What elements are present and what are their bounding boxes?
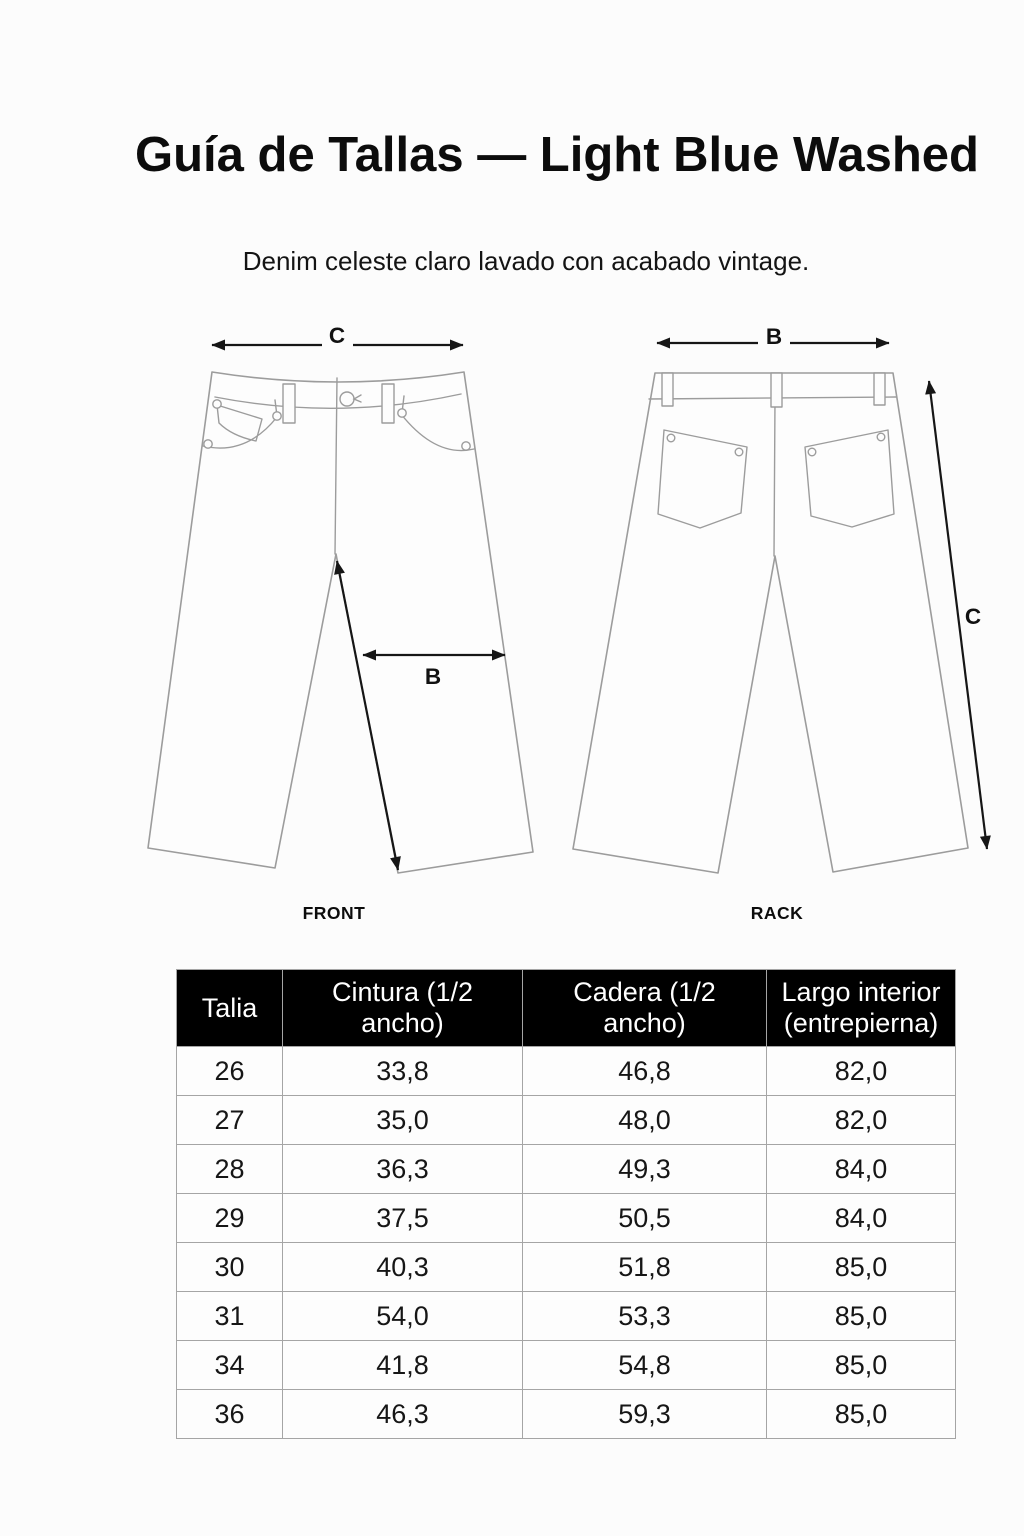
back-right-pocket (805, 430, 894, 527)
table-cell: 49,3 (523, 1145, 767, 1194)
back-belt-loop (874, 373, 885, 405)
table-cell: 50,5 (523, 1194, 767, 1243)
back-belt-loop (771, 373, 782, 407)
table-row (177, 1390, 956, 1439)
table-cell: 85,0 (767, 1390, 956, 1439)
table-cell: 30 (177, 1243, 283, 1292)
table-cell: 27 (177, 1096, 283, 1145)
front-waist-label: C (328, 323, 346, 348)
table-cell: 46,8 (523, 1047, 767, 1096)
back-waist-label: B (765, 324, 783, 349)
column-header: Cadera (1/2 ancho) (523, 970, 767, 1047)
table-cell: 33,8 (283, 1047, 523, 1096)
rivet (735, 448, 743, 456)
page-subtitle: Denim celeste claro lavado con acabado vintage. (242, 246, 810, 276)
table-cell: 46,3 (283, 1390, 523, 1439)
table-cell: 29 (177, 1194, 283, 1243)
table-cell: 54,8 (523, 1341, 767, 1390)
table-cell: 54,0 (283, 1292, 523, 1341)
back-center-seam (774, 399, 775, 556)
table-row (177, 1096, 956, 1145)
rivet (204, 440, 212, 448)
table-cell: 37,5 (283, 1194, 523, 1243)
table-cell: 31 (177, 1292, 283, 1341)
page-title: Guía de Tallas — Light Blue Washed (134, 128, 979, 182)
table-row (177, 1194, 956, 1243)
table-row (177, 1292, 956, 1341)
table-cell: 82,0 (767, 1096, 956, 1145)
table-cell: 85,0 (767, 1341, 956, 1390)
size-table-header-row (177, 970, 956, 1047)
rivet (273, 412, 281, 420)
table-row (177, 1243, 956, 1292)
table-cell: 40,3 (283, 1243, 523, 1292)
front-belt-loop (382, 384, 394, 423)
rivet (398, 409, 406, 417)
table-cell: 84,0 (767, 1145, 956, 1194)
table-row (177, 1047, 956, 1096)
table-cell: 41,8 (283, 1341, 523, 1390)
rivet (808, 448, 816, 456)
table-cell: 85,0 (767, 1243, 956, 1292)
table-cell: 48,0 (523, 1096, 767, 1145)
table-cell: 82,0 (767, 1047, 956, 1096)
table-cell: 36 (177, 1390, 283, 1439)
table-cell: 85,0 (767, 1292, 956, 1341)
table-row (177, 1145, 956, 1194)
rivet (462, 442, 470, 450)
front-belt-loop (283, 384, 295, 423)
rivet (213, 400, 221, 408)
table-row (177, 1341, 956, 1390)
table-cell: 59,3 (523, 1390, 767, 1439)
column-header: Cintura (1/2 ancho) (283, 970, 523, 1047)
column-header: Talia (177, 970, 283, 1047)
table-cell: 53,3 (523, 1292, 767, 1341)
front-caption: FRONT (302, 903, 366, 923)
back-belt-loop (662, 373, 673, 406)
back-side-length-label: C (964, 604, 982, 629)
table-cell: 35,0 (283, 1096, 523, 1145)
front-jeans (148, 372, 533, 873)
table-cell: 26 (177, 1047, 283, 1096)
table-cell: 51,8 (523, 1243, 767, 1292)
back-jeans-outline (573, 373, 968, 873)
rivet (667, 434, 675, 442)
column-header: Largo interior (entrepierna) (767, 970, 956, 1047)
table-cell: 36,3 (283, 1145, 523, 1194)
table-cell: 28 (177, 1145, 283, 1194)
jeans-size-diagram (0, 300, 1024, 950)
back-caption: RACK (750, 903, 804, 923)
back-left-pocket (658, 430, 747, 528)
front-leg-width-label: B (424, 664, 442, 689)
front-button (340, 392, 354, 406)
table-cell: 84,0 (767, 1194, 956, 1243)
size-table (176, 969, 956, 1439)
table-cell: 34 (177, 1341, 283, 1390)
rivet (877, 433, 885, 441)
back-jeans (573, 373, 968, 873)
